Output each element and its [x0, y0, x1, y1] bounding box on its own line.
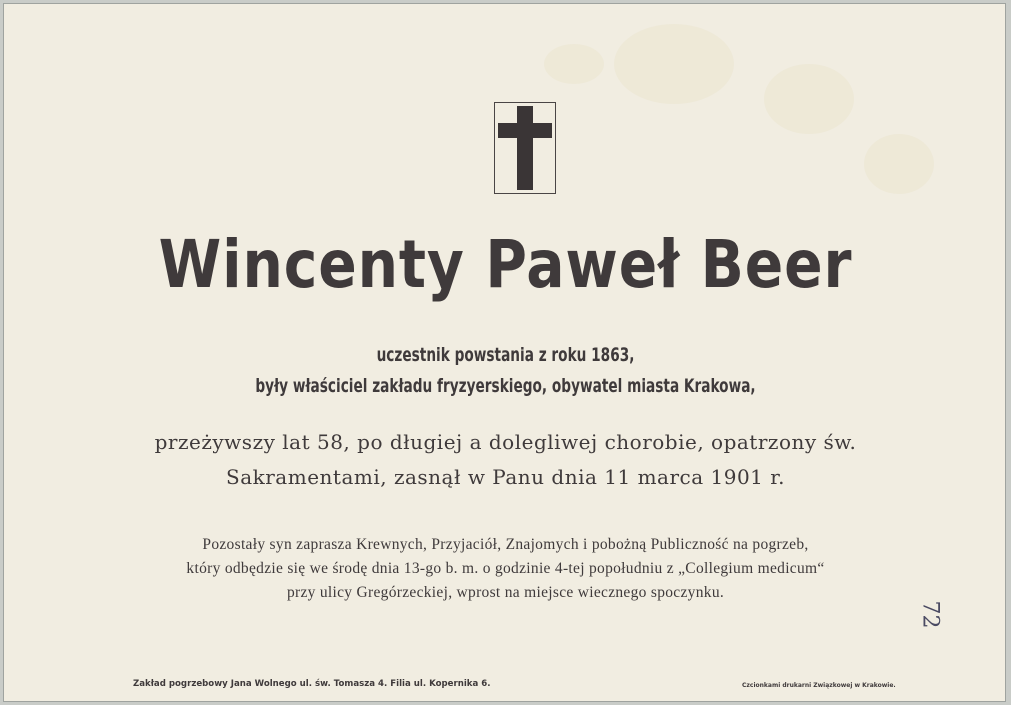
- funeral-home-imprint: Zakład pogrzebowy Jana Wolnego ul. św. Tomasza 4. Filia ul. Kopernika 6.: [133, 679, 491, 689]
- deceased-name: Wincenty Paweł Beer: [158, 226, 853, 303]
- printer-imprint: Czcionkami drukarni Związkowej w Krakowie.: [742, 682, 896, 689]
- death-statement-line-2: Sakramentami, zasnął w Panu dnia 11 marca 1901 r.: [226, 465, 785, 489]
- subtitle-insurgent: uczestnik powstania z roku 1863,: [376, 344, 635, 366]
- paper-stain: [544, 44, 604, 84]
- paper-stain: [764, 64, 854, 134]
- death-statement-line-1: przeżywszy lat 58, po długiej a dolegliwej chorobie, opatrzony św.: [154, 430, 857, 454]
- archive-number: 72: [917, 600, 943, 629]
- cross-icon: [494, 102, 556, 194]
- funeral-invitation-line-1: Pozostały syn zaprasza Krewnych, Przyjaciół, Znajomych i pobożną Publiczność na pogrzeb,: [202, 536, 809, 553]
- paper-stain: [864, 134, 934, 194]
- obituary-sheet: [3, 3, 1006, 702]
- subtitle-occupation: były właściciel zakładu fryzyerskiego, obywatel miasta Krakowa,: [255, 375, 756, 397]
- funeral-invitation-line-2: który odbędzie się we środę dnia 13-go b. m. o godzinie 4-tej popołudniu z „Collegium medicum“: [186, 560, 825, 577]
- paper-stain: [614, 24, 734, 104]
- funeral-invitation-line-3: przy ulicy Gregórzeckiej, wprost na miejsce wiecznego spoczynku.: [286, 584, 725, 601]
